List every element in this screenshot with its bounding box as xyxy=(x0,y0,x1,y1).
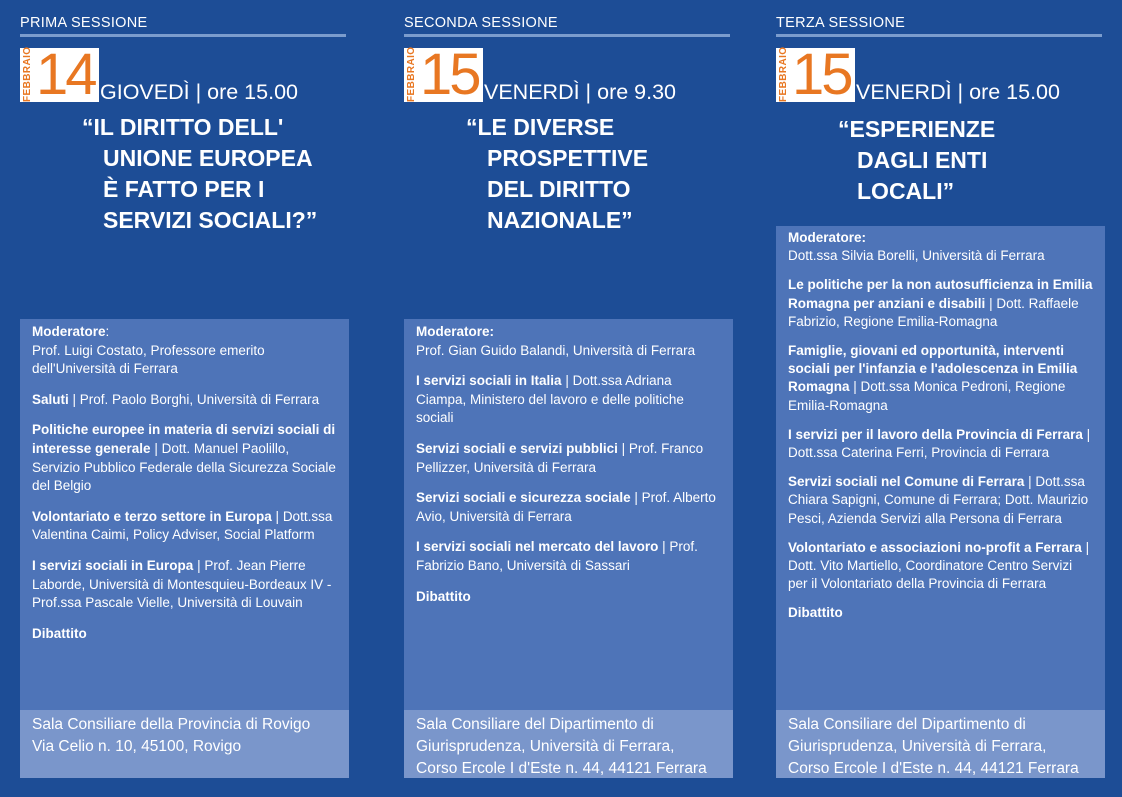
talk-speaker: Prof. Fabrizio Bano, Università di Sassari xyxy=(416,539,698,573)
talk-entry xyxy=(788,276,1093,331)
talk-entry xyxy=(416,372,721,428)
talk-entry xyxy=(788,342,1093,415)
date-block xyxy=(776,42,855,107)
talk-title: Saluti xyxy=(32,391,69,407)
venue xyxy=(404,710,733,778)
session-heading: PRIMA SESSIONE xyxy=(20,15,148,31)
month-label: FEBBRAIO xyxy=(776,48,792,102)
session-name xyxy=(466,112,648,236)
talk-entry xyxy=(32,557,337,613)
talk-entry xyxy=(32,421,337,495)
session-name-line: DEL DIRITTO xyxy=(487,176,631,202)
debate-label: Dibattito xyxy=(32,625,87,641)
debate xyxy=(416,588,721,607)
talk-title: Servizi sociali nel Comune di Ferrara xyxy=(788,474,1025,490)
session-name-line: DAGLI ENTI xyxy=(857,147,988,173)
talk-title: I servizi per il lavoro della Provincia di Ferrara xyxy=(788,426,1083,442)
venue-line: Via Celio n. 10, 45100, Rovigo xyxy=(32,738,242,755)
talk-speaker: Prof. Jean Pierre Laborde, Università di Montesquieu-Bordeaux IV - Prof.ssa Pascale Vielle, Università di Louvain xyxy=(32,557,332,611)
day-time: VENERDÌ | ore 15.00 xyxy=(856,80,1060,104)
talk-entry xyxy=(32,508,337,545)
talk-separator: | xyxy=(985,295,997,311)
session-name xyxy=(82,112,317,236)
talk-speaker: Dott. Raffaele Fabrizio, Regione Emilia-Romagna xyxy=(788,295,1079,329)
session-name-line: UNIONE EUROPEA xyxy=(103,145,313,171)
session-name-line: “ESPERIENZE xyxy=(838,116,996,142)
talk-separator: | xyxy=(561,373,573,389)
talk-speaker: Dott.ssa Monica Pedroni, Regione Emilia-Romagna xyxy=(788,379,1066,413)
session-name xyxy=(838,114,995,207)
month-label: FEBBRAIO xyxy=(20,48,36,102)
venue-line: Corso Ercole I d'Este n. 44, 44121 Ferrara xyxy=(416,760,707,777)
talk-separator: | xyxy=(617,440,629,456)
program-box xyxy=(20,319,349,778)
talk-separator: | xyxy=(849,379,861,395)
debate xyxy=(788,604,1093,622)
program-box xyxy=(776,226,1105,778)
program-content xyxy=(776,226,1105,623)
talk-separator: | xyxy=(150,440,162,456)
talk-speaker: Prof. Alberto Avio, Università di Ferrara xyxy=(416,490,716,524)
talk-entry xyxy=(788,539,1093,594)
talk-title: Politiche europee in materia di servizi sociali di interesse generale xyxy=(32,422,336,456)
venue-line: Sala Consiliare della Provincia di Rovigo xyxy=(32,716,311,733)
talk-speaker: Dott. Vito Martiello, Coordinatore Centro Servizi per il Volontariato della Provincia di Ferrara xyxy=(788,558,1073,592)
talk-separator: | xyxy=(1081,539,1090,555)
venue xyxy=(20,710,349,778)
talk-entry xyxy=(32,391,337,410)
moderator-suffix: : xyxy=(105,324,110,339)
day-time: GIOVEDÌ | ore 15.00 xyxy=(100,80,298,104)
talk-speaker: Dott.ssa Chiara Sapigni, Comune di Ferrara; Dott. Maurizio Pesci, Azienda Servizi alla Persona di Ferrara xyxy=(788,474,1089,526)
divider xyxy=(404,34,730,37)
moderator xyxy=(416,323,721,360)
moderator-name: Dott.ssa Silvia Borelli, Università di Ferrara xyxy=(788,248,1045,264)
session-name-line: PROSPETTIVE xyxy=(487,145,649,171)
session-name-line: LOCALI” xyxy=(857,178,955,204)
debate xyxy=(32,625,337,644)
program-content xyxy=(404,319,733,606)
talk-title: I servizi sociali in Italia xyxy=(416,373,562,389)
venue xyxy=(776,710,1105,778)
session-heading: TERZA SESSIONE xyxy=(776,15,906,31)
moderator-name: Prof. Gian Guido Balandi, Università di Ferrara xyxy=(416,342,696,358)
talk-separator: | xyxy=(658,539,670,555)
program-box xyxy=(404,319,733,778)
talk-separator: | xyxy=(271,508,283,524)
session-name-line: SERVIZI SOCIALI?” xyxy=(103,207,318,233)
talk-speaker: Prof. Paolo Borghi, Università di Ferrara xyxy=(79,391,320,407)
talk-speaker: Dott.ssa Caterina Ferri, Provincia di Ferrara xyxy=(788,445,1050,461)
session-name-line: “IL DIRITTO DELL' xyxy=(82,114,284,140)
session-column-1 xyxy=(20,0,350,797)
talk-title: Volontariato e associazioni no-profit a Ferrara xyxy=(788,539,1082,555)
venue-line: Giurisprudenza, Università di Ferrara, xyxy=(788,738,1047,755)
session-name-line: NAZIONALE” xyxy=(487,207,633,233)
talk-entry xyxy=(416,489,721,526)
venue-line: Sala Consiliare del Dipartimento di xyxy=(788,716,1026,733)
moderator xyxy=(32,323,337,379)
talk-title: Servizi sociali e sicurezza sociale xyxy=(416,490,631,506)
talk-entry xyxy=(788,473,1093,528)
day-number: 14 xyxy=(36,48,99,102)
debate-label: Dibattito xyxy=(788,605,843,621)
talk-separator: | xyxy=(1082,426,1091,442)
day-time: VENERDÌ | ore 9.30 xyxy=(484,80,676,104)
talk-speaker: Dott. Manuel Paolillo, Servizio Pubblico Federale della Sicurezza Sociale del Belgio xyxy=(32,440,336,494)
talk-separator: | xyxy=(630,490,642,506)
day-number: 15 xyxy=(792,48,855,102)
session-heading: SECONDA SESSIONE xyxy=(404,15,558,31)
moderator-label: Moderatore: xyxy=(416,324,495,339)
month-label: FEBBRAIO xyxy=(404,48,420,102)
venue-line: Giurisprudenza, Università di Ferrara, xyxy=(416,738,675,755)
date-block xyxy=(404,42,483,107)
talk-title: I servizi sociali nel mercato del lavoro xyxy=(416,539,659,555)
divider xyxy=(20,34,346,37)
talk-separator: | xyxy=(193,557,205,573)
moderator xyxy=(788,229,1093,265)
talk-entry xyxy=(788,426,1093,462)
divider xyxy=(776,34,1102,37)
session-name-line: È FATTO PER I xyxy=(103,176,265,202)
talk-speaker: Dott.ssa Adriana Ciampa, Ministero del lavoro e delle politiche sociali xyxy=(416,373,684,426)
moderator-label: Moderatore: xyxy=(788,230,867,245)
talk-title: Famiglie, giovani ed opportunità, interventi sociali per l'infanzia e l'adolescenza in Emilia Romagna xyxy=(788,343,1078,395)
talk-speaker: Dott.ssa Valentina Caimi, Policy Adviser, Social Platform xyxy=(32,508,333,543)
date-block xyxy=(20,42,99,107)
session-column-2 xyxy=(404,0,734,797)
session-column-3 xyxy=(776,0,1106,797)
talk-speaker: Prof. Franco Pellizzer, Università di Ferrara xyxy=(416,440,704,475)
talk-separator: | xyxy=(68,391,80,407)
debate-label: Dibattito xyxy=(416,588,471,604)
moderator-name: Prof. Luigi Costato, Professore emerito dell'Università di Ferrara xyxy=(32,342,265,377)
day-number: 15 xyxy=(420,48,483,102)
venue-line: Sala Consiliare del Dipartimento di xyxy=(416,716,654,733)
talk-title: Servizi sociali e servizi pubblici xyxy=(416,440,618,456)
talk-title: Le politiche per la non autosufficienza in Emilia Romagna per anziani e disabili xyxy=(788,277,1093,311)
venue-line: Corso Ercole I d'Este n. 44, 44121 Ferrara xyxy=(788,760,1079,777)
moderator-label: Moderatore xyxy=(32,324,106,339)
talk-separator: | xyxy=(1024,474,1036,490)
talk-entry xyxy=(416,538,721,575)
program-content xyxy=(20,319,349,643)
talk-entry xyxy=(416,440,721,477)
session-name-line: “LE DIVERSE xyxy=(466,114,615,140)
talk-title: I servizi sociali in Europa xyxy=(32,557,194,573)
talk-title: Volontariato e terzo settore in Europa xyxy=(32,508,272,524)
